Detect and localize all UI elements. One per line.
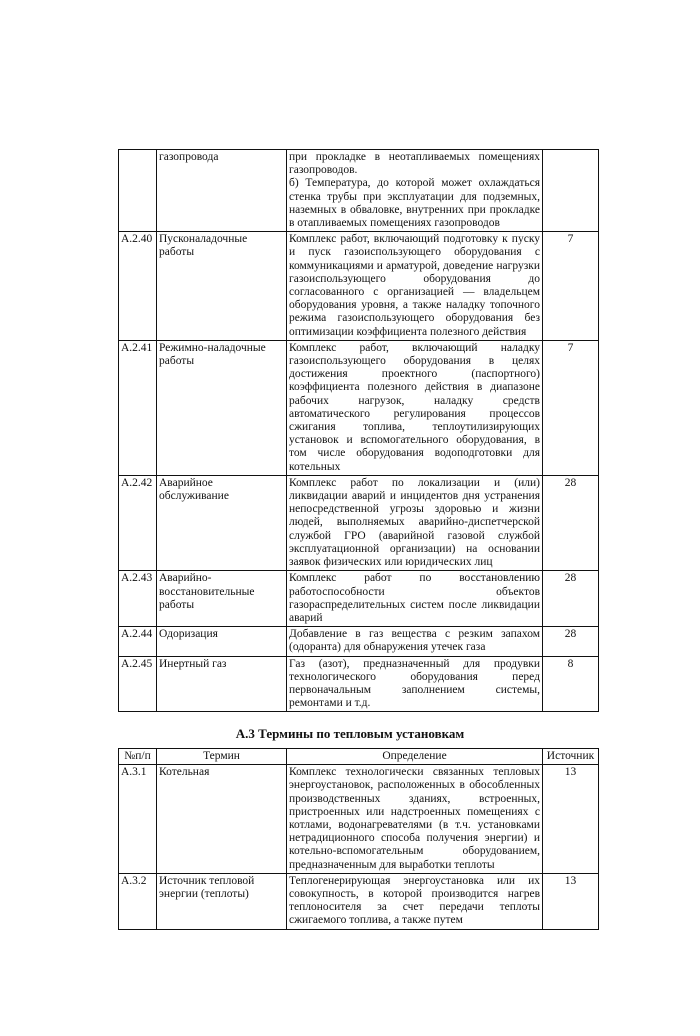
term-number: А.2.41	[119, 340, 157, 475]
term-definition: Комплекс работ, включающий наладку газоиспользующего оборудования в целях достижения проектного (паспортного) коэффициента полезного действия в диапазоне рабочих нагрузок, наладку средств автоматического регулирования процессов сжигания топлива, теплоутилизирующих установок и вспомогательного оборудования, в том числе оборудования водоподготовки для котельных	[287, 340, 543, 475]
term-name: газопровода	[157, 150, 287, 232]
term-number: А.3.1	[119, 765, 157, 874]
term-number: А.2.43	[119, 571, 157, 627]
term-name: Аварийное обслуживание	[157, 475, 287, 570]
term-definition: Комплекс работ по локализации и (или) ликвидации аварий и инцидентов дня устранения непосредственной угрозы здоровью и жизни людей, выполняемых аварийно-диспетчерской службой ГРО (аварийной газовой службой эксплуатационной организации) на основании заявок физических или юридических лиц	[287, 475, 543, 570]
header-source: Источник	[543, 749, 599, 765]
term-number: А.3.2	[119, 873, 157, 929]
terms-table-gas	[118, 149, 599, 712]
term-source: 13	[543, 765, 599, 874]
table-header-row	[119, 749, 599, 765]
term-name: Котельная	[157, 765, 287, 874]
term-source: 8	[543, 656, 599, 712]
header-definition: Определение	[287, 749, 543, 765]
term-name: Пусконаладочные работы	[157, 232, 287, 341]
term-definition: Газ (азот), предназначенный для продувки технологического оборудования перед первоначальным заполнением системы, ремонтами и т.д.	[287, 656, 543, 712]
term-number	[119, 150, 157, 232]
table-row	[119, 150, 599, 232]
term-source: 7	[543, 340, 599, 475]
term-source: 28	[543, 475, 599, 570]
terms-table-heat-body	[119, 765, 599, 929]
table-row	[119, 627, 599, 656]
term-definition: при прокладке в неотапливаемых помещениях газопроводов. б) Температура, до которой может охлаждаться стенка трубы при эксплуатации для подземных, наземных в обваловке, внутренних при прокладке в отапливаемых помещениях газопроводов	[287, 150, 543, 232]
terms-table-gas-body	[119, 150, 599, 712]
table-row	[119, 873, 599, 929]
table-row	[119, 571, 599, 627]
table-row	[119, 340, 599, 475]
header-term: Термин	[157, 749, 287, 765]
term-source: 7	[543, 232, 599, 341]
section-title: А.3 Термины по тепловым установкам	[235, 726, 465, 741]
term-source: 28	[543, 627, 599, 656]
term-number: А.2.45	[119, 656, 157, 712]
term-name: Источник тепловой энергии (теплоты)	[157, 873, 287, 929]
term-source: 28	[543, 571, 599, 627]
term-number: А.2.40	[119, 232, 157, 341]
table-row	[119, 232, 599, 341]
term-name: Аварийно-восстановительные работы	[157, 571, 287, 627]
term-definition: Комплекс технологически связанных тепловых энергоустановок, расположенных в обособленных производственных зданиях, встроенных, пристроенных или надстроенных помещениях с котлами, водонагревателями (в т.ч. установками нетрадиционного способа получения энергии) и котельно-вспомогательным оборудованием, предназначенным для выработки теплоты	[287, 765, 543, 874]
term-definition: Комплекс работ, включающий подготовку к пуску и пуск газоиспользующего оборудования с коммуникациями и арматурой, доведение нагрузки газоиспользующего оборудования до согласованного с организацией — владельцем оборудования уровня, а также наладку топочного режима газоиспользующего оборудования без оптимизации коэффициента полезного действия	[287, 232, 543, 341]
term-source	[543, 150, 599, 232]
term-definition: Теплогенерирующая энергоустановка или их совокупность, в которой производится нагрев теплоносителя за счет передачи теплоты сжигаемого топлива, а также путем	[287, 873, 543, 929]
term-name: Режимно-наладочные работы	[157, 340, 287, 475]
term-number: А.2.42	[119, 475, 157, 570]
term-definition: Добавление в газ вещества с резким запахом (одоранта) для обнаружения утечек газа	[287, 627, 543, 656]
term-name: Инертный газ	[157, 656, 287, 712]
table-row	[119, 475, 599, 570]
header-num: №п/п	[119, 749, 157, 765]
table-row	[119, 765, 599, 874]
term-name: Одоризация	[157, 627, 287, 656]
term-source: 13	[543, 873, 599, 929]
table-row	[119, 656, 599, 712]
term-number: А.2.44	[119, 627, 157, 656]
terms-table-heat	[118, 748, 599, 930]
term-definition: Комплекс работ по восстановлению работоспособности объектов газораспределительных систем после ликвидации аварий	[287, 571, 543, 627]
